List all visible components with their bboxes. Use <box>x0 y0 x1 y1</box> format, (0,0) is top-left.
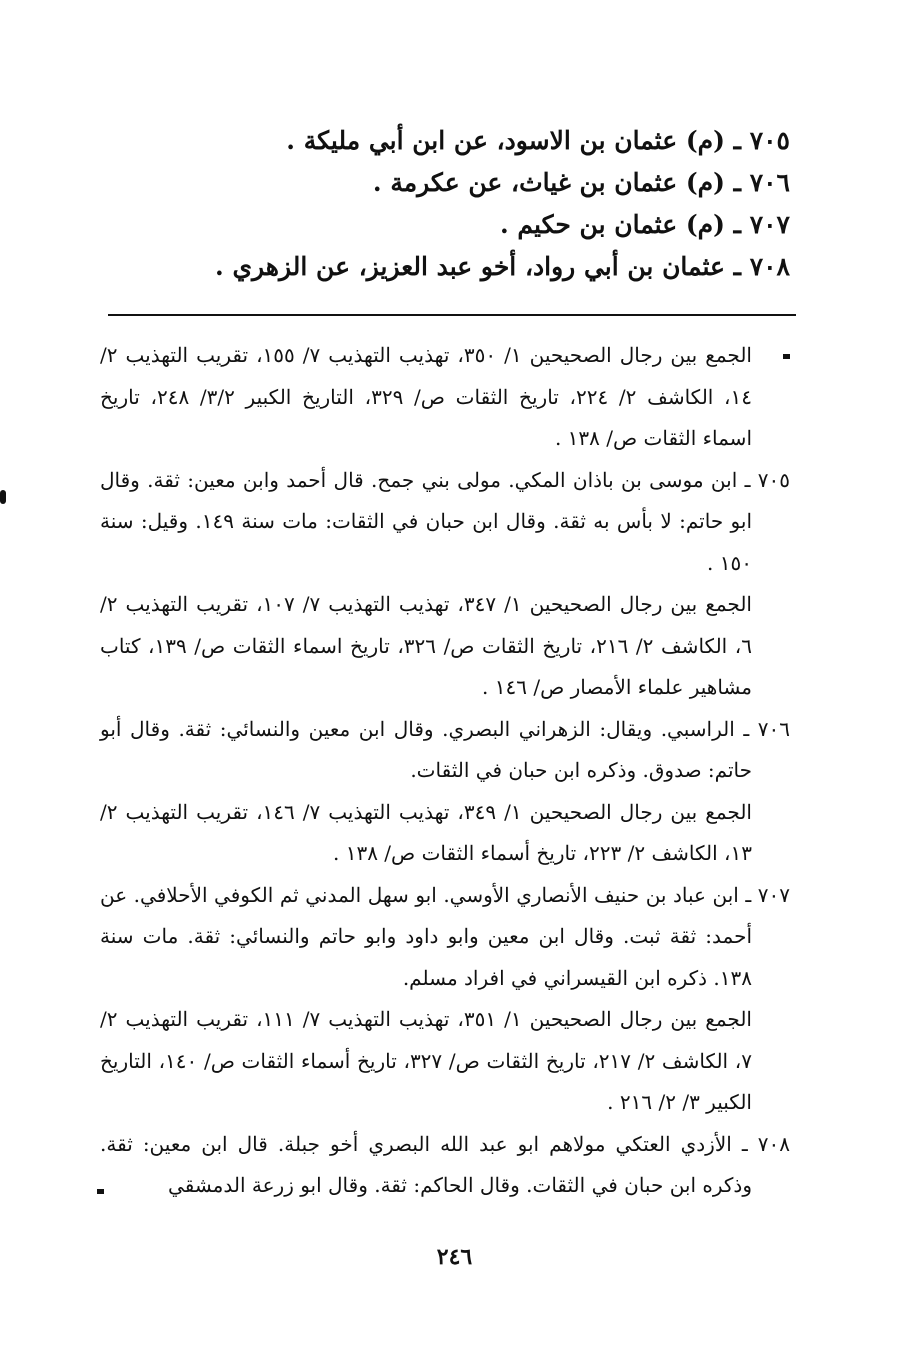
continuation-marker-bottom <box>97 1189 104 1194</box>
footnote-entry-706: ٧٠٦ ـ الراسبي. ويقال: الزهراني البصري. وقال ابن معين والنسائي: ثقة. وقال أبو حاتم: صدوق. وذكره ابن حبان في الثقات. <box>100 716 790 782</box>
footnote-entry-705: ٧٠٥ ـ ابن موسى بن باذان المكي. مولى بني جمح. قال أحمد وابن معين: ثقة. وقال ابو حاتم: لا بأس به ثقة. وقال ابن حبان في الثقات: مات سنة ١٤٩. وقيل: سنة ١٥٠ . <box>100 467 790 575</box>
header-entry-706: ٧٠٦ ـ (م) عثمان بن غياث، عن عكرمة . <box>372 168 790 197</box>
footnote-sources-707: الجمع بين رجال الصحيحين ١/ ٣٥١، تهذيب التهذيب ٧/ ١١١، تقريب التهذيب ٢/ ٧، الكاشف ٢/ ٢١٧، تاريخ الثقات ص/ ٣٢٧، تاريخ أسماء الثقات ص/ ١٤٠، التاريخ الكبير ٣/ ٢/ ٢١٦ . <box>100 1007 752 1114</box>
page-number: ٢٤٦ <box>436 1244 473 1270</box>
footnotes <box>100 335 790 1207</box>
header-entry-705: ٧٠٥ ـ (م) عثمان بن الاسود، عن ابن أبي مليكة . <box>286 126 790 155</box>
scan-edge-mark <box>0 490 6 504</box>
header-entries <box>100 120 790 288</box>
header-entry-707: ٧٠٧ ـ (م) عثمان بن حكيم . <box>499 210 790 239</box>
footnote-sources-705: الجمع بين رجال الصحيحين ١/ ٣٤٧، تهذيب التهذيب ٧/ ١٠٧، تقريب التهذيب ٢/ ٦، الكاشف ٢/ ٢١٦، تاريخ الثقات ص/ ٣٢٦، تاريخ اسماء الثقات ص/ ١٣٩، كتاب مشاهير علماء الأمصار ص/ ١٤٦ . <box>100 592 752 699</box>
footnote-divider <box>108 314 796 316</box>
footnote-sources-706: الجمع بين رجال الصحيحين ١/ ٣٤٩، تهذيب التهذيب ٧/ ١٤٦، تقريب التهذيب ٢/ ١٣، الكاشف ٢/ ٢٢٣، تاريخ أسماء الثقات ص/ ١٣٨ . <box>100 799 752 865</box>
continuation-marker-top <box>783 354 790 359</box>
footnote-sources-704: الجمع بين رجال الصحيحين ١/ ٣٥٠، تهذيب التهذيب ٧/ ١٥٥، تقريب التهذيب ٢/ ١٤، الكاشف ٢/ ٢٢٤، تاريخ الثقات ص/ ٣٢٩، التاريخ الكبير ٣/٢/ ٢٤٨، تاريخ اسماء الثقات ص/ ١٣٨ . <box>100 343 752 450</box>
header-entry-708: ٧٠٨ ـ عثمان بن أبي رواد، أخو عبد العزيز، عن الزهري . <box>215 252 790 281</box>
footnote-entry-708: ٧٠٨ ـ الأزدي العتكي مولاهم ابو عبد الله البصري أخو جبلة. قال ابن معين: ثقة. وذكره ابن حبان في الثقات. وقال الحاكم: ثقة. وقال ابو زرعة الدمشقي <box>100 1131 790 1197</box>
footnote-entry-707: ٧٠٧ ـ ابن عباد بن حنيف الأنصاري الأوسي. ابو سهل المدني ثم الكوفي الأحلافي. عن أحمد: ثقة ثبت. وقال ابن معين وابو داود وابو حاتم والنسائي: ثقة. مات سنة ١٣٨. ذكره ابن القيسراني في افراد مسلم. <box>100 882 790 990</box>
